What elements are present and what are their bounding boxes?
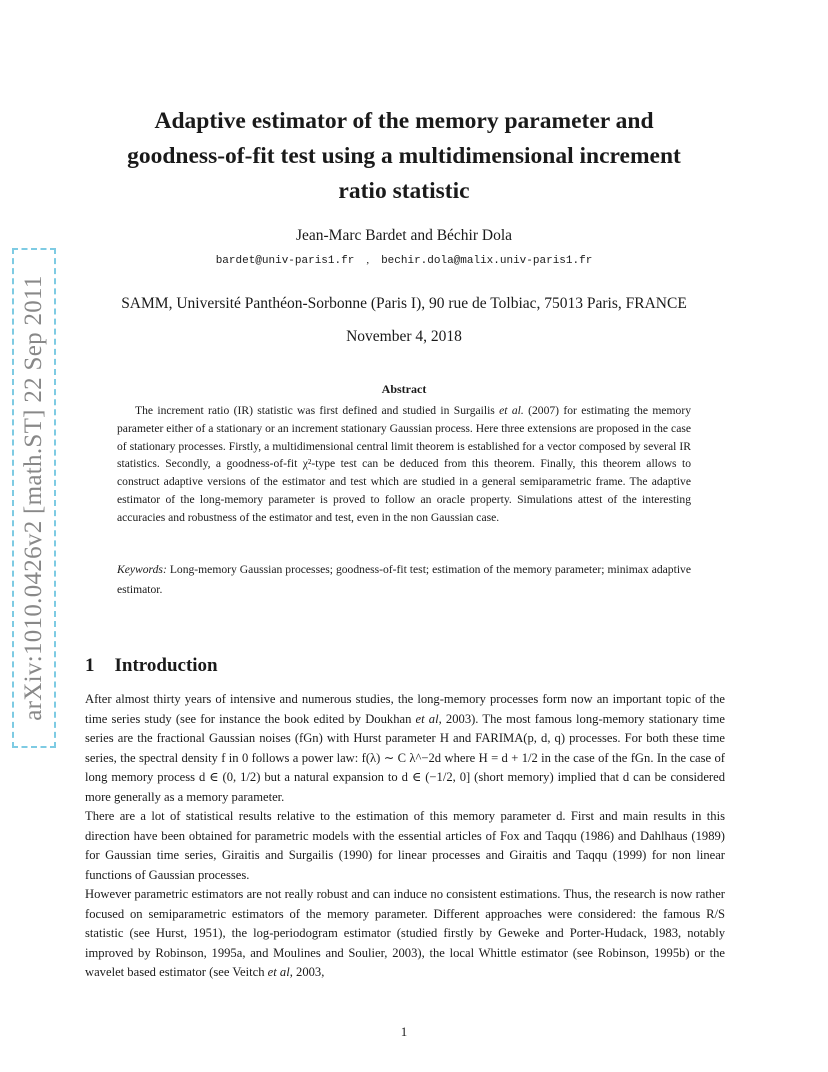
title-line: ratio statistic xyxy=(338,178,470,204)
author-affiliation: SAMM, Université Panthéon-Sorbonne (Paris I), 90 rue de Tolbiac, 75013 Paris, FRANCE xyxy=(121,295,687,312)
email-separator: , xyxy=(366,254,370,266)
title-line: Adaptive estimator of the memory parameter and xyxy=(154,108,654,134)
intro-text: However parametric estimators are not really robust and can induce no consistent estimations. Thus, the research is now rather focused on semiparametric estimators of the memory parameter. Different approaches were considered: the famous R/S statistic (see Hurst, 1951), the log-periodogram estimator (studied firstly by Geweke and Porter-Hudack, 1983, notably improved by Robinson, 1995a, and Moulines and Soulier, 2003), the local Whittle estimator (see Robinson, 1995b) or the wavelet based estimator (see Veitch xyxy=(85,887,725,979)
arxiv-identifier-stamp xyxy=(12,248,56,748)
intro-paragraph xyxy=(85,807,725,885)
abstract-text xyxy=(117,402,691,527)
paper-title xyxy=(60,104,748,209)
keywords-label: Keywords: xyxy=(117,563,167,576)
author-emails xyxy=(60,254,748,267)
author-email-first: bardet@univ-paris1.fr xyxy=(215,255,355,267)
paper-date: November 4, 2018 xyxy=(346,328,462,345)
abstract-heading: Abstract xyxy=(381,382,427,396)
section-number: 1 xyxy=(85,655,95,676)
abstract-text-part: (2007) for estimating the memory parameter either of a stationary or an increment stationary Gaussian process. Here three extensions are proposed in the case of stationary processes. Firstly, a multidimensional central limit theorem is established for a vector composed by several IR statistics. Secondly, a goodness-of-fit χ²-type test can be deduced from this theorem. Finally, this theorem allows to construct adaptive versions of the estimator and test which are studied in a general semiparametric frame. The adaptive estimator of the long-memory parameter is proved to follow an oracle property. Simulations attest of the interesting accuracies and robustness of the estimator and test, even in the non Gaussian case. xyxy=(117,404,691,524)
intro-emphasis: et al xyxy=(267,965,290,979)
intro-text: There are a lot of statistical results relative to the estimation of this memory parameter d. First and main results in this direction have been obtained for parametric models with the essential articles of Fox and Taqqu (1986) and Dahlhaus (1989) for Gaussian time series, Giraitis and Surgailis (1990) for linear processes and Giraitis and Taqqu (1999) for non linear functions of Gaussian processes. xyxy=(85,809,725,882)
intro-emphasis: et al xyxy=(415,711,439,726)
abstract-et-al: et al. xyxy=(499,404,524,417)
intro-paragraph xyxy=(85,690,725,807)
keywords-text: Long-memory Gaussian processes; goodness-of-fit test; estimation of the memory parameter; minimax adaptive estimator. xyxy=(117,563,691,596)
section-heading-introduction xyxy=(85,655,218,677)
section-title: Introduction xyxy=(114,655,218,676)
paper-authors: Jean-Marc Bardet and Béchir Dola xyxy=(295,227,513,244)
intro-text: , 2003). The most famous long-memory stationary time series are the fractional Gaussian noises (fGn) with Hurst parameter H and FARIMA(p, d, q) processes. For both these time series, the spectral density f in 0 follows a power law: f(λ) ∼ C λ^−2d where H = d + 1/2 in the case of the fGn. In the case of long memory process d ∈ (0, 1/2) but a natural expansion to d ∈ (−1/2, 0] (short memory) implied that d can be considered more generally as a memory parameter. xyxy=(85,711,725,804)
abstract-text-part: The increment ratio (IR) statistic was first defined and studied in Surgailis xyxy=(135,404,500,417)
arxiv-identifier-text: arXiv:1010.0426v2 [math.ST] 22 Sep 2011 xyxy=(20,275,47,721)
introduction-body xyxy=(85,690,725,983)
page-number: 1 xyxy=(400,1024,408,1039)
intro-paragraph xyxy=(85,885,725,983)
keywords xyxy=(117,560,691,600)
intro-text: , 2003, xyxy=(289,965,325,979)
title-line: goodness-of-fit test using a multidimensional increment xyxy=(127,143,681,169)
author-email-second: bechir.dola@malix.univ-paris1.fr xyxy=(381,255,593,267)
intro-text: After almost thirty years of intensive and numerous studies, the long-memory processes form now an important topic of the time series study (see for instance the book edited by Doukhan xyxy=(85,692,725,726)
